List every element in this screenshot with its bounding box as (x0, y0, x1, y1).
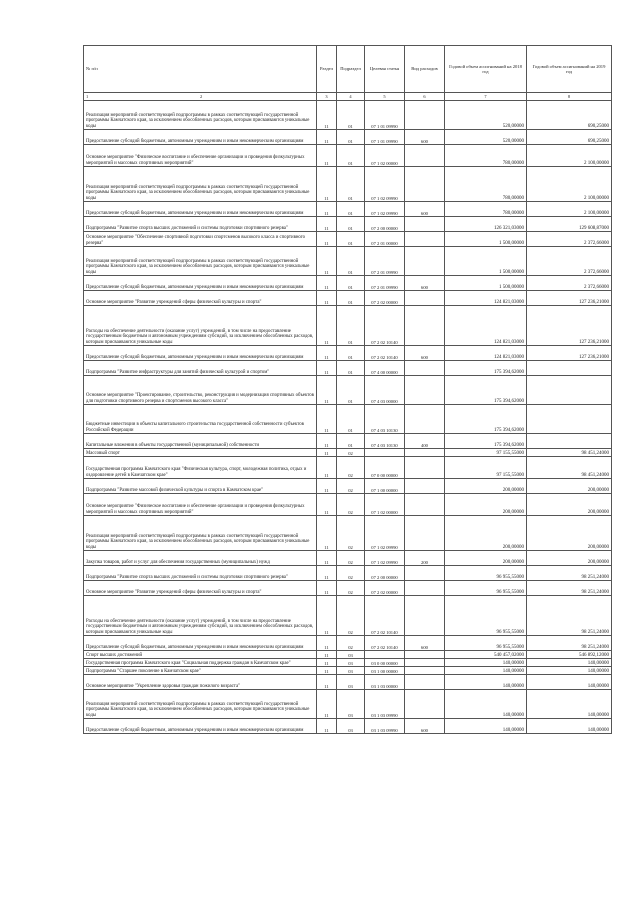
row-expense-type-cell: 600 (405, 130, 445, 145)
row-amount-2018-cell: 96 955,55000 (445, 566, 527, 581)
row-amount-2018-cell: 97 155,55000 (445, 457, 527, 479)
row-amount-2019-cell: 140,00000 (527, 690, 612, 719)
row-subsection-cell: 02 (337, 479, 365, 494)
row-name-cell: Реализация мероприятий соответствующей подпрограммы в рамках соответствующей государственной программы Камчатского края, за исключением обособленных расходов, которым присваиваются уникальные коды (84, 690, 317, 719)
index-cell: 4 (337, 93, 365, 101)
table-row (84, 217, 612, 232)
row-section-cell: 11 (317, 405, 337, 434)
row-target-article-cell: 07 1 00 00000 (365, 479, 405, 494)
row-amount-2019-cell: 127 236,21000 (527, 346, 612, 361)
row-amount-2018-cell: 520,00000 (445, 130, 527, 145)
row-target-article-cell: 07 1 02 09990 (365, 551, 405, 566)
row-section-cell: 11 (317, 361, 337, 376)
row-target-article-cell: 07 4 03 10130 (365, 434, 405, 449)
row-expense-type-cell (405, 232, 445, 247)
row-name-cell: Подпрограмма "Старшее поколение в Камчатском крае" (84, 667, 317, 675)
table-row (84, 659, 612, 667)
row-name-cell: Расходы на обеспечение деятельности (оказание услуг) учреждений, в том числе на предоставление государственным бюджетным и автономным учреждениям субсидий, за исключением обособленных расходов, которым присваиваются уникальные коды (84, 596, 317, 636)
row-subsection-cell: 01 (337, 376, 365, 405)
row-amount-2019-cell: 200,00000 (527, 479, 612, 494)
table-row (84, 291, 612, 306)
row-expense-type-cell (405, 566, 445, 581)
row-subsection-cell: 01 (337, 346, 365, 361)
table-row (84, 306, 612, 346)
row-expense-type-cell: 600 (405, 719, 445, 734)
budget-sheet (83, 45, 611, 734)
row-subsection-cell: 03 (337, 651, 365, 659)
table-row (84, 651, 612, 659)
row-expense-type-cell (405, 659, 445, 667)
col-header-expense-type: Вид расходов (405, 46, 445, 93)
row-amount-2019-cell: 127 236,21000 (527, 306, 612, 346)
row-amount-2019-cell: 2 372,66000 (527, 232, 612, 247)
row-subsection-cell: 03 (337, 675, 365, 690)
row-section-cell: 11 (317, 566, 337, 581)
row-subsection-cell: 01 (337, 130, 365, 145)
row-section-cell: 11 (317, 247, 337, 276)
row-amount-2018-cell: 175 394,62000 (445, 376, 527, 405)
row-expense-type-cell (405, 675, 445, 690)
table-row (84, 361, 612, 376)
table-row (84, 551, 612, 566)
row-name-cell: Предоставление субсидий бюджетным, автономным учреждениям и иным некоммерческим организациям (84, 202, 317, 217)
row-amount-2018-cell: 1 500,00000 (445, 276, 527, 291)
row-amount-2019-cell: 2 100,00000 (527, 145, 612, 167)
table-row (84, 566, 612, 581)
row-section-cell: 11 (317, 232, 337, 247)
row-subsection-cell: 01 (337, 276, 365, 291)
row-amount-2018-cell: 175 394,62000 (445, 434, 527, 449)
row-subsection-cell: 02 (337, 449, 365, 457)
row-amount-2019-cell: 127 236,21000 (527, 291, 612, 306)
row-target-article-cell (365, 449, 405, 457)
row-amount-2019-cell: 546 892,12000 (527, 651, 612, 659)
row-expense-type-cell: 400 (405, 434, 445, 449)
row-name-cell: Закупка товаров, работ и услуг для обеспечения государственных (муниципальных) нужд (84, 551, 317, 566)
row-target-article-cell: 03 1 03 00000 (365, 675, 405, 690)
table-row (84, 690, 612, 719)
row-amount-2018-cell: 1 500,00000 (445, 232, 527, 247)
row-name-cell: Массовый спорт (84, 449, 317, 457)
row-name-cell: Реализация мероприятий соответствующей подпрограммы в рамках соответствующей государственной программы Камчатского края, за исключением обособленных расходов, которым присваиваются уникальные коды (84, 167, 317, 202)
row-amount-2019-cell: 98 451,24000 (527, 449, 612, 457)
row-subsection-cell: 01 (337, 167, 365, 202)
row-section-cell: 11 (317, 434, 337, 449)
row-target-article-cell: 07 2 02 10140 (365, 346, 405, 361)
index-cell: 5 (365, 93, 405, 101)
row-target-article-cell: 07 2 02 10140 (365, 596, 405, 636)
row-subsection-cell: 02 (337, 551, 365, 566)
row-section-cell: 11 (317, 551, 337, 566)
row-amount-2019-cell: 140,00000 (527, 675, 612, 690)
row-expense-type-cell (405, 516, 445, 551)
row-expense-type-cell (405, 101, 445, 130)
row-subsection-cell: 01 (337, 361, 365, 376)
row-subsection-cell: 01 (337, 306, 365, 346)
row-target-article-cell: 03 1 00 00000 (365, 667, 405, 675)
table-row (84, 479, 612, 494)
row-section-cell: 11 (317, 449, 337, 457)
table-row (84, 167, 612, 202)
row-section-cell: 11 (317, 690, 337, 719)
row-amount-2018-cell: 140,00000 (445, 719, 527, 734)
row-target-article-cell: 07 2 02 10140 (365, 306, 405, 346)
table-row (84, 596, 612, 636)
row-target-article-cell: 07 1 01 09990 (365, 130, 405, 145)
table-row (84, 667, 612, 675)
row-amount-2019-cell: 98 451,24000 (527, 457, 612, 479)
row-amount-2018-cell: 124 821,03000 (445, 306, 527, 346)
row-section-cell: 11 (317, 145, 337, 167)
row-amount-2019-cell: 2 372,66000 (527, 276, 612, 291)
row-target-article-cell: 07 1 01 09990 (365, 101, 405, 130)
row-section-cell: 11 (317, 596, 337, 636)
row-name-cell: Подпрограмма "Развитие инфраструктуры для занятий физической культурой и спортом" (84, 361, 317, 376)
col-header-target-article: Целевая статья (365, 46, 405, 93)
row-section-cell: 11 (317, 659, 337, 667)
row-target-article-cell: 07 2 01 00000 (365, 232, 405, 247)
col-header-amount-2019: Годовой объем ассигнований на 2019 год (527, 46, 612, 93)
row-subsection-cell: 01 (337, 101, 365, 130)
row-amount-2018-cell: 96 955,55000 (445, 596, 527, 636)
row-expense-type-cell (405, 306, 445, 346)
table-row (84, 232, 612, 247)
row-subsection-cell: 02 (337, 494, 365, 516)
row-section-cell: 11 (317, 675, 337, 690)
row-section-cell: 11 (317, 202, 337, 217)
row-subsection-cell: 02 (337, 516, 365, 551)
row-name-cell: Государственная программа Камчатского края "Социальная поддержка граждан в Камчатском крае" (84, 659, 317, 667)
row-amount-2018-cell: 1 500,00000 (445, 247, 527, 276)
table-row (84, 202, 612, 217)
row-amount-2019-cell: 140,00000 (527, 659, 612, 667)
row-section-cell: 11 (317, 101, 337, 130)
row-name-cell: Основное мероприятие "Развитие учреждений сферы физической культуры и спорта" (84, 581, 317, 596)
row-amount-2018-cell: 780,00000 (445, 202, 527, 217)
row-amount-2018-cell: 97 155,55000 (445, 449, 527, 457)
row-amount-2018-cell: 200,00000 (445, 516, 527, 551)
row-subsection-cell: 02 (337, 636, 365, 651)
row-target-article-cell: 07 2 02 00000 (365, 581, 405, 596)
row-name-cell: Предоставление субсидий бюджетным, автономным учреждениям и иным некоммерческим организациям (84, 276, 317, 291)
row-name-cell: Предоставление субсидий бюджетным, автономным учреждениям и иным некоммерческим организациям (84, 130, 317, 145)
row-subsection-cell: 02 (337, 457, 365, 479)
row-subsection-cell: 01 (337, 247, 365, 276)
row-target-article-cell: 07 1 02 09990 (365, 202, 405, 217)
row-section-cell: 11 (317, 167, 337, 202)
row-target-article-cell: 03 0 00 00000 (365, 659, 405, 667)
row-expense-type-cell: 600 (405, 276, 445, 291)
row-section-cell: 11 (317, 479, 337, 494)
row-name-cell: Основное мероприятие "Физическое воспитание и обеспечение организации и проведения физкультурных мероприятий и массовых спортивных мероприятий" (84, 494, 317, 516)
row-amount-2019-cell (527, 376, 612, 405)
row-section-cell: 11 (317, 130, 337, 145)
row-expense-type-cell: 200 (405, 551, 445, 566)
table-row (84, 130, 612, 145)
row-name-cell: Основное мероприятие "Обеспечение спортивной подготовки спортсменов высокого класса и спортивного резерва" (84, 232, 317, 247)
row-amount-2019-cell (527, 361, 612, 376)
index-cell: 1 2 (84, 93, 317, 101)
row-name-cell: Государственная программа Камчатского края "Физическая культура, спорт, молодежная политика, отдых и оздоровление детей в Камчатском крае" (84, 457, 317, 479)
col-header-number: № п/п (84, 46, 317, 93)
row-section-cell: 11 (317, 217, 337, 232)
row-amount-2019-cell: 98 251,24000 (527, 596, 612, 636)
row-expense-type-cell: 600 (405, 346, 445, 361)
row-name-cell: Предоставление субсидий бюджетным, автономным учреждениям и иным некоммерческим организациям (84, 346, 317, 361)
row-amount-2018-cell: 140,00000 (445, 659, 527, 667)
row-section-cell: 11 (317, 291, 337, 306)
row-name-cell: Подпрограмма "Развитие массовой физической культуры и спорта в Камчатском крае" (84, 479, 317, 494)
row-amount-2019-cell: 98 251,24000 (527, 566, 612, 581)
row-amount-2018-cell: 140,00000 (445, 675, 527, 690)
row-amount-2018-cell: 124 821,03000 (445, 346, 527, 361)
row-amount-2018-cell: 96 955,55000 (445, 636, 527, 651)
row-amount-2018-cell: 200,00000 (445, 551, 527, 566)
row-name-cell: Реализация мероприятий соответствующей подпрограммы в рамках соответствующей государственной программы Камчатского края, за исключением обособленных расходов, которым присваиваются уникальные коды (84, 247, 317, 276)
row-target-article-cell: 07 4 00 00000 (365, 361, 405, 376)
row-name-cell: Реализация мероприятий соответствующей подпрограммы в рамках соответствующей государственной программы Камчатского края, за исключением обособленных расходов, которым присваиваются уникальные коды (84, 101, 317, 130)
row-section-cell: 11 (317, 651, 337, 659)
row-target-article-cell: 03 1 03 09990 (365, 719, 405, 734)
row-subsection-cell: 01 (337, 232, 365, 247)
table-row (84, 405, 612, 434)
table-row (84, 581, 612, 596)
row-amount-2019-cell: 200,00000 (527, 516, 612, 551)
row-amount-2018-cell: 200,00000 (445, 494, 527, 516)
row-target-article-cell: 07 1 02 00000 (365, 494, 405, 516)
row-amount-2019-cell: 2 100,00000 (527, 202, 612, 217)
table-row (84, 494, 612, 516)
row-name-cell: Основное мероприятие "Укрепление здоровья граждан пожилого возраста" (84, 675, 317, 690)
row-target-article-cell: 07 2 02 10140 (365, 636, 405, 651)
row-amount-2019-cell (527, 405, 612, 434)
row-amount-2018-cell: 140,00000 (445, 690, 527, 719)
table-row (84, 516, 612, 551)
row-name-cell: Подпрограмма "Развитие спорта высших достижений и системы подготовки спортивного резерва" (84, 217, 317, 232)
row-amount-2018-cell: 540 457,02000 (445, 651, 527, 659)
row-amount-2019-cell: 2 100,00000 (527, 167, 612, 202)
row-subsection-cell: 02 (337, 581, 365, 596)
row-subsection-cell: 03 (337, 719, 365, 734)
row-amount-2019-cell: 98 251,24000 (527, 581, 612, 596)
row-subsection-cell: 03 (337, 690, 365, 719)
row-amount-2019-cell: 2 372,66000 (527, 247, 612, 276)
row-expense-type-cell (405, 494, 445, 516)
row-amount-2019-cell: 129 608,87000 (527, 217, 612, 232)
row-expense-type-cell (405, 376, 445, 405)
row-amount-2019-cell: 690,25000 (527, 130, 612, 145)
row-subsection-cell: 03 (337, 659, 365, 667)
table-row (84, 247, 612, 276)
row-section-cell: 11 (317, 667, 337, 675)
row-target-article-cell (365, 651, 405, 659)
table-row (84, 346, 612, 361)
table-row (84, 101, 612, 130)
row-amount-2019-cell: 140,00000 (527, 667, 612, 675)
table-row (84, 376, 612, 405)
row-expense-type-cell: 600 (405, 202, 445, 217)
table-row (84, 675, 612, 690)
row-section-cell: 11 (317, 376, 337, 405)
row-expense-type-cell (405, 247, 445, 276)
row-subsection-cell: 01 (337, 405, 365, 434)
row-target-article-cell: 07 4 03 10130 (365, 405, 405, 434)
row-subsection-cell: 01 (337, 291, 365, 306)
row-expense-type-cell (405, 667, 445, 675)
row-section-cell: 11 (317, 457, 337, 479)
row-amount-2019-cell: 98 251,24000 (527, 636, 612, 651)
row-amount-2018-cell: 175 394,62000 (445, 405, 527, 434)
row-expense-type-cell (405, 405, 445, 434)
row-expense-type-cell (405, 361, 445, 376)
row-expense-type-cell (405, 651, 445, 659)
col-header-amount-2018: Годовой объем ассигнований на 2018 год (445, 46, 527, 93)
row-target-article-cell: 07 2 01 09990 (365, 276, 405, 291)
table-row (84, 434, 612, 449)
row-expense-type-cell (405, 581, 445, 596)
row-section-cell: 11 (317, 516, 337, 551)
row-amount-2018-cell: 124 821,03000 (445, 291, 527, 306)
row-amount-2019-cell: 140,00000 (527, 719, 612, 734)
index-cell: 6 (405, 93, 445, 101)
row-amount-2018-cell: 780,00000 (445, 145, 527, 167)
row-target-article-cell: 07 4 03 00000 (365, 376, 405, 405)
row-amount-2018-cell: 520,00000 (445, 101, 527, 130)
row-section-cell: 11 (317, 346, 337, 361)
row-expense-type-cell (405, 291, 445, 306)
row-name-cell: Основное мероприятие "Проектирование, строительство, реконструкция и модернизация спортивных объектов для подготовки спортивного резерва и спортсменов высокого класса" (84, 376, 317, 405)
row-target-article-cell: 07 2 00 00000 (365, 566, 405, 581)
row-amount-2019-cell: 690,25000 (527, 101, 612, 130)
row-subsection-cell: 02 (337, 566, 365, 581)
row-name-cell: Капитальные вложения в объекты государственной (муниципальной) собственности (84, 434, 317, 449)
row-expense-type-cell (405, 167, 445, 202)
row-subsection-cell: 01 (337, 202, 365, 217)
row-expense-type-cell (405, 449, 445, 457)
row-name-cell: Расходы на обеспечение деятельности (оказание услуг) учреждений, в том числе на предоставление государственным бюджетным и автономным учреждениям субсидий, за исключением обособленных расходов, которым присваиваются уникальные коды (84, 306, 317, 346)
row-expense-type-cell (405, 479, 445, 494)
column-index-row (84, 93, 612, 101)
row-expense-type-cell: 600 (405, 636, 445, 651)
row-target-article-cell: 07 2 00 00000 (365, 217, 405, 232)
row-amount-2018-cell: 175 394,62000 (445, 361, 527, 376)
row-subsection-cell: 01 (337, 217, 365, 232)
row-target-article-cell: 07 1 02 09990 (365, 516, 405, 551)
row-name-cell: Основное мероприятие "Развитие учреждений сферы физической культуры и спорта" (84, 291, 317, 306)
row-section-cell: 11 (317, 494, 337, 516)
row-section-cell: 11 (317, 581, 337, 596)
index-cell: 7 (445, 93, 527, 101)
row-target-article-cell: 03 1 03 09990 (365, 690, 405, 719)
row-expense-type-cell (405, 596, 445, 636)
index-cell: 8 (527, 93, 612, 101)
col-header-subsection: Подраздел (337, 46, 365, 93)
table-row (84, 276, 612, 291)
header-row (84, 46, 612, 93)
row-amount-2018-cell: 96 955,55000 (445, 581, 527, 596)
row-target-article-cell: 07 2 01 09990 (365, 247, 405, 276)
table-row (84, 457, 612, 479)
col-header-section: Раздел (317, 46, 337, 93)
row-amount-2019-cell (527, 434, 612, 449)
row-expense-type-cell (405, 217, 445, 232)
row-subsection-cell: 02 (337, 596, 365, 636)
row-expense-type-cell (405, 690, 445, 719)
row-amount-2018-cell: 126 321,03000 (445, 217, 527, 232)
row-target-article-cell: 07 0 00 00000 (365, 457, 405, 479)
row-subsection-cell: 03 (337, 667, 365, 675)
row-section-cell: 11 (317, 636, 337, 651)
row-subsection-cell: 01 (337, 434, 365, 449)
row-name-cell: Подпрограмма "Развитие спорта высших достижений и системы подготовки спортивного резерва" (84, 566, 317, 581)
row-name-cell: Основное мероприятие "Физическое воспитание и обеспечение организации и проведения физкультурных мероприятий и массовых спортивных мероприятий" (84, 145, 317, 167)
row-expense-type-cell (405, 145, 445, 167)
row-target-article-cell: 07 1 02 09990 (365, 167, 405, 202)
row-amount-2018-cell: 780,00000 (445, 167, 527, 202)
row-name-cell: Спорт высших достижений (84, 651, 317, 659)
row-section-cell: 11 (317, 719, 337, 734)
budget-table (83, 45, 612, 734)
row-amount-2019-cell: 200,00000 (527, 494, 612, 516)
row-target-article-cell: 07 2 02 00000 (365, 291, 405, 306)
index-cell: 3 (317, 93, 337, 101)
table-row (84, 636, 612, 651)
row-subsection-cell: 01 (337, 145, 365, 167)
table-row (84, 449, 612, 457)
row-amount-2018-cell: 140,00000 (445, 667, 527, 675)
row-name-cell: Предоставление субсидий бюджетным, автономным учреждениям и иным некоммерческим организациям (84, 719, 317, 734)
row-name-cell: Бюджетные инвестиции в объекты капитального строительства государственной собственности субъектов Российской Федерации (84, 405, 317, 434)
table-row (84, 719, 612, 734)
row-expense-type-cell (405, 457, 445, 479)
row-section-cell: 11 (317, 306, 337, 346)
row-amount-2019-cell: 200,00000 (527, 551, 612, 566)
row-name-cell: Реализация мероприятий соответствующей подпрограммы в рамках соответствующей государственной программы Камчатского края, за исключением обособленных расходов, которым присваиваются уникальные коды (84, 516, 317, 551)
row-section-cell: 11 (317, 276, 337, 291)
table-row (84, 145, 612, 167)
row-amount-2018-cell: 200,00000 (445, 479, 527, 494)
row-target-article-cell: 07 1 02 00000 (365, 145, 405, 167)
row-name-cell: Предоставление субсидий бюджетным, автономным учреждениям и иным некоммерческим организациям (84, 636, 317, 651)
